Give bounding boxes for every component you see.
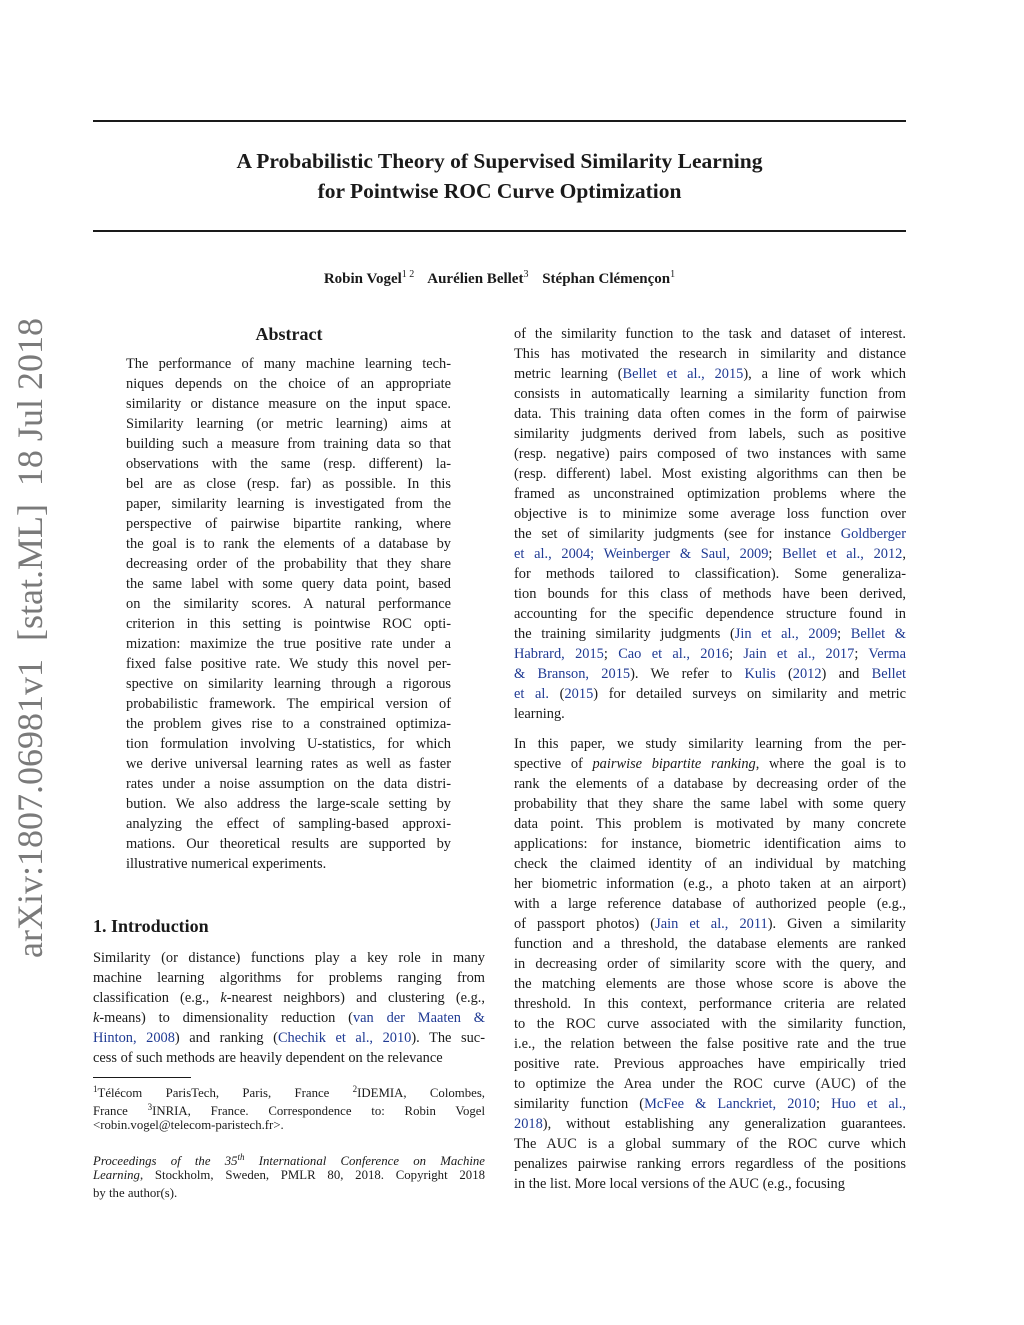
text-line: framed as unconstrained optimization problems where the xyxy=(514,486,906,502)
citation-link[interactable]: Chechik et al., 2010 xyxy=(277,1030,412,1046)
text-line: her biometric information (e.g., a photo taken at an airport) xyxy=(514,876,906,892)
author-affiliation: 3 xyxy=(523,269,529,280)
text-line: $^1$Télécom ParisTech, Paris, France $^2$IDEMIA, Colombes, xyxy=(93,1084,485,1100)
citation-link[interactable]: McFee & Lanckriet, 2010 xyxy=(644,1096,816,1112)
text-line: data point. This problem is motivated by many concrete xyxy=(514,816,906,832)
title-line: for Pointwise ROC Curve Optimization xyxy=(317,179,682,203)
citation-link[interactable]: Bellet & xyxy=(850,626,906,642)
text-line: et al., 2004; Weinberger & Saul, 2009; Bellet et al., 2012, xyxy=(514,546,906,562)
text-line: mization: maximize the true positive rate under a xyxy=(126,636,451,652)
text-line: rates under a noise assumption on the data distri- xyxy=(126,776,451,792)
text-line: of passport photos) (Jain et al., 2011). Given a similarity xyxy=(514,916,906,932)
paper-title xyxy=(93,146,906,206)
text-line: for methods tailored to classification). Some generaliza- xyxy=(514,566,906,582)
text-line: similarity or distance measure on the input space. xyxy=(126,396,451,412)
citation-link[interactable]: Verma xyxy=(868,646,906,662)
text-line: machine learning algorithms for problems ranging from xyxy=(93,970,485,986)
text-line: the goal is to rank the elements of a database by xyxy=(126,536,451,552)
text-line: on the similarity scores. A natural performance xyxy=(126,596,451,612)
text-line: positive rate. Previous approaches have empirically tried xyxy=(514,1056,906,1072)
author-name: Aurélien Bellet xyxy=(427,271,524,287)
citation-link[interactable]: van der Maaten & xyxy=(352,1010,485,1026)
text-line: Similarity (or distance) functions play a key role in many xyxy=(93,950,485,966)
citation-link[interactable]: Bellet xyxy=(871,666,907,682)
text-line: function and a threshold, the database elements are ranked xyxy=(514,936,906,952)
right-column-paragraph-2 xyxy=(514,734,906,1194)
text-line: This has motivated the research in similarity and distance xyxy=(514,346,906,362)
text-line: Hinton, 2008) and ranking (Chechik et al., 2010). The suc- xyxy=(93,1030,485,1046)
text-line: France $^3$INRIA, France. Correspondence to: Robin Vogel xyxy=(93,1102,485,1118)
text-line: by the author(s). xyxy=(93,1186,178,1200)
citation-link[interactable]: Bellet et al., 2015 xyxy=(622,366,744,382)
citation-link[interactable]: Cao et al., 2016 xyxy=(618,646,730,662)
text-line: we derive universal learning rates as well as faster xyxy=(126,756,451,772)
text-line: mations. Our theoretical results are supported by xyxy=(126,836,451,852)
text-line: Proceedings of the 35th International Conference on Machine xyxy=(93,1152,485,1168)
text-line: fixed false positive rate. We study this novel per- xyxy=(126,656,451,672)
text-line: i.e., the relation between the false positive rate and the true xyxy=(514,1036,906,1052)
abstract-heading: Abstract xyxy=(255,324,323,344)
citation-link[interactable]: Kulis xyxy=(744,666,776,682)
right-column-paragraph-1 xyxy=(514,324,906,724)
text-line: bel are as close (resp. far) as possible. In this xyxy=(126,476,451,492)
text-line: the same label with some query data point, based xyxy=(126,576,451,592)
text-line: to optimize the Area under the ROC curve (AUC) of the xyxy=(514,1076,906,1092)
citation-link[interactable]: Goldberger xyxy=(840,526,906,542)
citation-link[interactable]: 2015 xyxy=(564,686,594,702)
text-line: k-means) to dimensionality reduction (van der Maaten & xyxy=(93,1010,485,1026)
text-line: (resp. different) label. Most existing algorithms can then be xyxy=(514,466,906,482)
text-line: Habrard, 2015; Cao et al., 2016; Jain et al., 2017; Verma xyxy=(514,646,906,662)
text-line: the problem gives rise to a constrained optimiza- xyxy=(126,716,451,732)
text-line: classification (e.g., k-nearest neighbors) and clustering (e.g., xyxy=(93,990,485,1006)
author-list xyxy=(93,265,906,289)
citation-link[interactable]: Hinton, 2008 xyxy=(93,1030,175,1046)
citation-link[interactable]: 2018 xyxy=(514,1116,543,1132)
text-line: In this paper, we study similarity learning from the per- xyxy=(514,736,906,752)
text-line: in the list. More local versions of the AUC (e.g., focusing xyxy=(514,1176,845,1192)
text-line: niques depends on the choice of an appropriate xyxy=(126,376,451,392)
author-name: Stéphan Clémençon xyxy=(542,271,671,287)
text-line: with a large reference database of authorized people (e.g., xyxy=(514,896,906,912)
title-bottom-rule xyxy=(93,230,906,232)
affiliation-footnote xyxy=(93,1080,485,1134)
text-line: et al. (2015) for detailed surveys on similarity and metric xyxy=(514,686,907,702)
text-line: of the similarity function to the task and dataset of interest. xyxy=(514,326,906,342)
text-line: Learning, Stockholm, Sweden, PMLR 80, 2018. Copyright 2018 xyxy=(93,1168,485,1182)
author-affiliation: 1 2 xyxy=(401,269,415,280)
text-line: the set of similarity judgments (see for instance Goldberger xyxy=(514,526,906,542)
text-line: the training similarity judgments (Jin et al., 2009; Bellet & xyxy=(514,626,906,642)
text-line: 2018), without establishing any generalization guarantees. xyxy=(514,1116,906,1132)
text-line: check the claimed identity of an individual by matching xyxy=(514,856,906,872)
title-line: A Probabilistic Theory of Supervised Similarity Learning xyxy=(236,149,763,173)
abstract-body xyxy=(126,354,451,874)
text-line: objective is to minimize some average loss function over xyxy=(514,506,906,522)
text-line: <robin.vogel@telecom-paristech.fr>. xyxy=(93,1118,284,1132)
text-line: illustrative numerical experiments. xyxy=(126,856,327,872)
text-line: probability that they share the same label with some query xyxy=(514,796,906,812)
citation-link[interactable]: Huo et al., xyxy=(831,1096,906,1112)
citation-link[interactable]: Jain et al., 2011 xyxy=(655,916,768,932)
text-line: applications: for instance, biometric identification aims to xyxy=(514,836,906,852)
text-line: building such a measure from training data so that xyxy=(126,436,451,452)
top-rule xyxy=(93,120,906,122)
arxiv-identifier: arXiv:1807.06981v1 [stat.ML] 18 Jul 2018 xyxy=(10,318,50,958)
text-line: data. This training data often comes in the form of pairwise xyxy=(514,406,906,422)
citation-link[interactable]: et al. xyxy=(514,686,550,702)
citation-link[interactable]: & Branson, 2015 xyxy=(514,666,631,682)
text-line: decreasing order of the probability that they share xyxy=(126,556,451,572)
text-line: The AUC is a global summary of the ROC curve which xyxy=(514,1136,906,1152)
text-line: similarity function (McFee & Lanckriet, 2010; Huo et al., xyxy=(514,1096,906,1112)
text-line: spective on similarity learning through a rigorous xyxy=(126,676,451,692)
author-name: Robin Vogel xyxy=(323,271,402,287)
text-line: in decreasing order of similarity score with the query, and xyxy=(514,956,906,972)
citation-link[interactable]: et al., 2004; Weinberger & Saul, 2009 xyxy=(514,546,769,562)
section-heading-introduction: 1. Introduction xyxy=(93,916,209,936)
text-line: rank the elements of a database by decreasing order of the xyxy=(514,776,906,792)
text-line: to the ROC curve associated with the similarity function, xyxy=(514,1016,906,1032)
text-line: The performance of many machine learning tech- xyxy=(126,356,451,372)
text-line: metric learning (Bellet et al., 2015), a line of work which xyxy=(514,366,906,382)
citation-link[interactable]: Habrard, 2015 xyxy=(514,646,604,662)
text-line: bution. We also address the large-scale setting by xyxy=(126,796,451,812)
citation-link[interactable]: Bellet et al., 2012 xyxy=(782,546,903,562)
text-line: consists in automatically learning a similarity function from xyxy=(514,386,906,402)
text-line: & Branson, 2015). We refer to Kulis (2012) and Bellet xyxy=(514,666,907,682)
citation-link[interactable]: Jin et al., 2009 xyxy=(734,626,838,642)
introduction-paragraph xyxy=(93,948,485,1068)
text-line: probabilistic framework. The empirical version of xyxy=(126,696,451,712)
text-line: analyzing the effect of sampling-based approxi- xyxy=(126,816,451,832)
text-line: tion bounds for this class of methods have been derived, xyxy=(514,586,906,602)
text-line: observations with the same (resp. different) la- xyxy=(126,456,451,472)
text-line: similarity judgments derived from labels, such as positive xyxy=(514,426,906,442)
text-line: paper, similarity learning is investigated from the xyxy=(126,496,451,512)
text-line: learning. xyxy=(514,706,565,722)
text-line: tion formulation involving U-statistics, for which xyxy=(126,736,451,752)
text-line: penalizes pairwise ranking errors regardless of the positions xyxy=(514,1156,906,1172)
text-line: spective of pairwise bipartite ranking, where the goal is to xyxy=(514,756,906,772)
citation-link[interactable]: 2012 xyxy=(792,666,822,682)
text-line: (resp. negative) pairs composed of two instances with same xyxy=(514,446,906,462)
text-line: accounting for the specific dependence structure found in xyxy=(514,606,906,622)
text-line: the matching elements are those whose score is above the xyxy=(514,976,906,992)
text-line: threshold. In this context, performance criteria are related xyxy=(514,996,906,1012)
text-line: perspective of pairwise bipartite ranking, where xyxy=(126,516,451,532)
text-line: criterion in this setting is pointwise ROC opti- xyxy=(126,616,451,632)
citation-link[interactable]: Jain et al., 2017 xyxy=(743,646,855,662)
text-line: Similarity learning (or metric learning) aims at xyxy=(126,416,451,432)
author-affiliation: 1 xyxy=(670,269,676,280)
proceedings-note xyxy=(93,1148,485,1202)
text-line: cess of such methods are heavily dependent on the relevance xyxy=(93,1050,443,1066)
footnote-rule xyxy=(93,1077,191,1078)
